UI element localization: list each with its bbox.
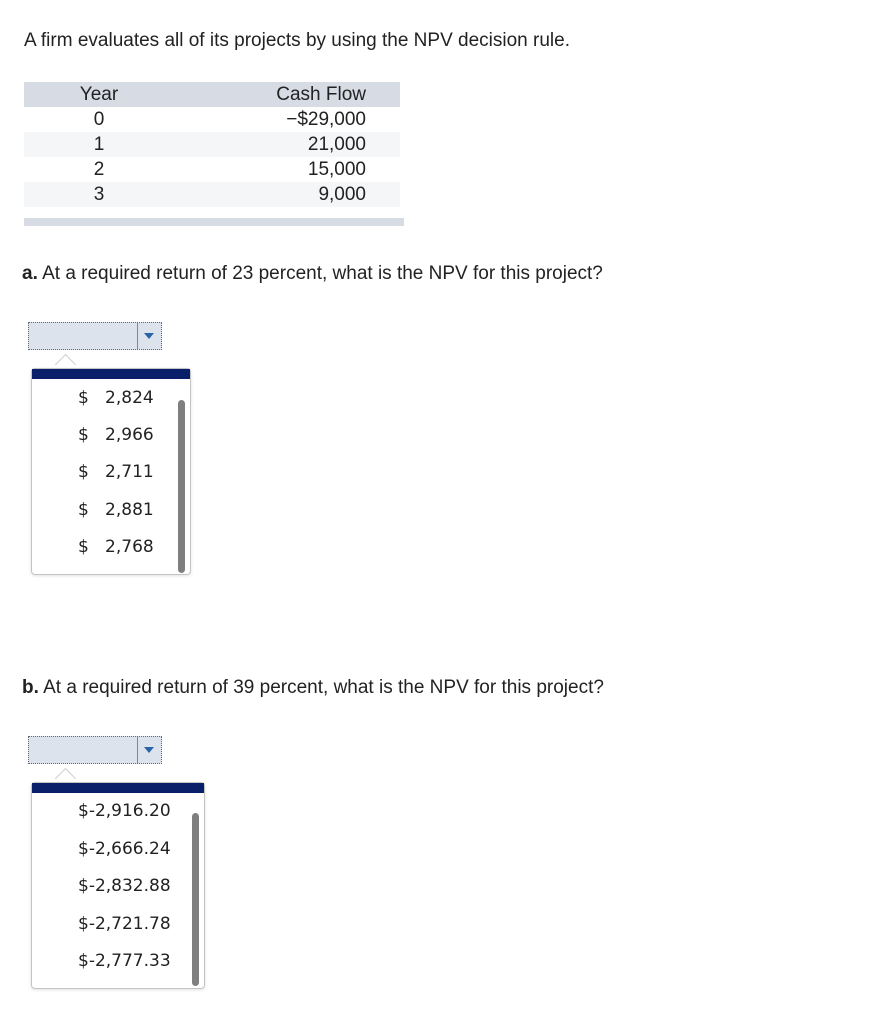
option-b-1[interactable]: $-2,916.20 bbox=[78, 801, 171, 821]
option-a-2[interactable]: $ 2,966 bbox=[78, 425, 154, 445]
dropdown-a-header-bar bbox=[32, 369, 190, 379]
option-a-5[interactable]: $ 2,768 bbox=[78, 537, 154, 557]
table-row bbox=[24, 182, 400, 207]
option-b-2[interactable]: $-2,666.24 bbox=[78, 839, 171, 859]
option-a-3[interactable]: $ 2,711 bbox=[78, 462, 154, 482]
question-a-label: a. bbox=[22, 263, 38, 284]
triangle-down-icon[interactable] bbox=[137, 323, 161, 349]
cash-flow-cell: 9,000 bbox=[174, 182, 400, 207]
dropdown-b-scrollbar[interactable] bbox=[192, 813, 199, 986]
option-b-4[interactable]: $-2,721.78 bbox=[78, 914, 171, 934]
option-a-1[interactable]: $ 2,824 bbox=[78, 388, 154, 408]
table-row bbox=[24, 107, 400, 132]
table-header-row bbox=[24, 82, 400, 107]
year-cell: 1 bbox=[24, 132, 174, 157]
cash-flow-cell: −$29,000 bbox=[286, 108, 366, 130]
triangle-down-icon[interactable] bbox=[137, 737, 161, 763]
dropdown-b-header-bar bbox=[32, 783, 204, 793]
option-a-4[interactable]: $ 2,881 bbox=[78, 500, 154, 520]
cash-flow-table bbox=[24, 82, 400, 207]
cash-flow-cell: 21,000 bbox=[174, 132, 400, 157]
question-b-label: b. bbox=[22, 677, 39, 698]
question-b-text: At a required return of 39 percent, what is the NPV for this project? bbox=[38, 677, 604, 698]
table-row bbox=[24, 132, 400, 157]
year-cell: 3 bbox=[24, 182, 174, 207]
year-cell: 2 bbox=[93, 158, 105, 180]
table-bottom-bar bbox=[24, 218, 404, 226]
question-a bbox=[22, 263, 603, 285]
option-b-3[interactable]: $-2,832.88 bbox=[78, 876, 171, 896]
npv-b-select[interactable] bbox=[28, 736, 162, 764]
table-row bbox=[24, 157, 400, 182]
npv-b-options-list[interactable] bbox=[31, 782, 205, 989]
year-cell: 0 bbox=[93, 108, 105, 130]
header-year: Year bbox=[24, 82, 174, 107]
cash-flow-cell: 15,000 bbox=[307, 158, 366, 180]
question-b bbox=[22, 677, 604, 699]
dropdown-a-scrollbar[interactable] bbox=[178, 400, 185, 573]
question-a-text: At a required return of 23 percent, what is the NPV for this project? bbox=[37, 263, 603, 284]
header-cash-flow: Cash Flow bbox=[174, 82, 400, 107]
npv-a-select[interactable] bbox=[28, 322, 162, 350]
intro-text: A firm evaluates all of its projects by using the NPV decision rule. bbox=[24, 30, 570, 51]
npv-a-options-list[interactable] bbox=[31, 368, 191, 575]
option-b-5[interactable]: $-2,777.33 bbox=[78, 951, 171, 971]
